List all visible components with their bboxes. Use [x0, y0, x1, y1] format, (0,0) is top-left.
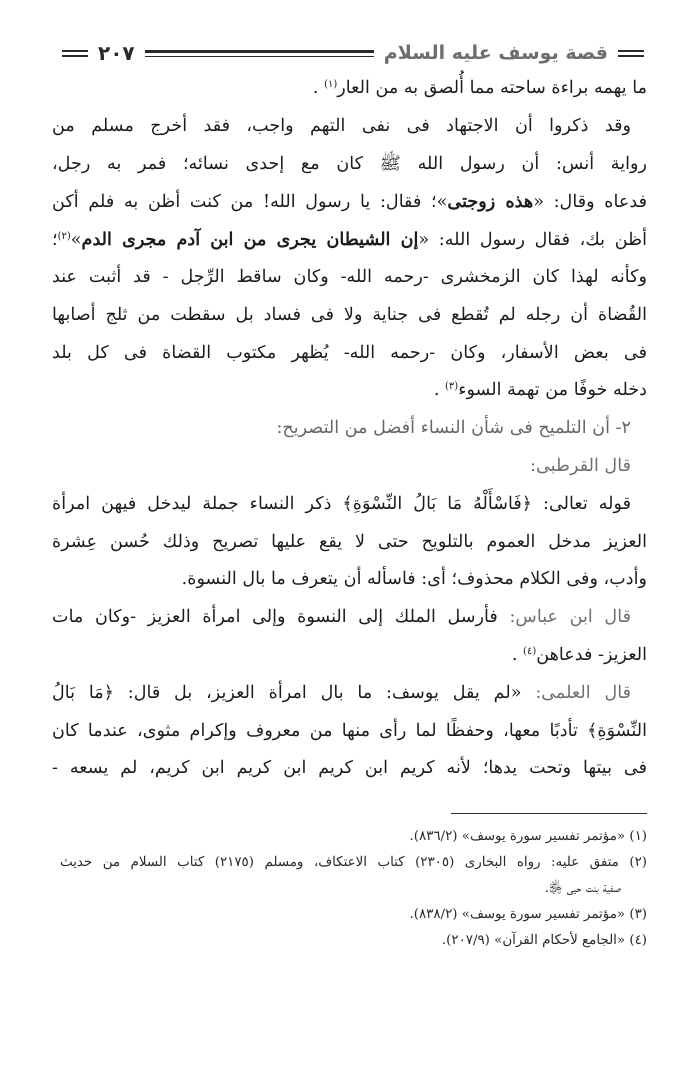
- text-line: فدعاه وقال: «هذه زوجتى»؛ فقال: يا رسول الله! من كنت أظن به فلم أكن: [52, 191, 647, 213]
- text-line: وأدب، وفى الكلام محذوف؛ أى: فاسأله أن يتعرف ما بال النسوة.: [181, 569, 647, 590]
- footnote-marker: (٢): [57, 231, 71, 243]
- main-text: [52, 70, 647, 788]
- text-line: أظن بك، فقال رسول الله: «إن الشيطان يجرى من ابن آدم مجرى الدم»$^{(٢)}$؛: [52, 229, 647, 251]
- text-line: ما يهمه براءة ساحته مما أُلصق به من العار$^{(١)}$ .: [312, 78, 647, 98]
- running-header: [62, 38, 644, 68]
- text-line: وكأنه لهذا كان الزمخشرى -رحمه الله- وكان ساقط الرِّجل - قد أثبت عند: [52, 266, 647, 287]
- header-title: قصة يوسف عليه السلام: [383, 42, 608, 64]
- footnote: (٣) «مؤتمر تفسير سورة يوسف» (٨٣٨/٢).: [409, 907, 647, 922]
- text-line: العزيز مدخل العموم بالتلويح حتى لا يقع عليها تصريح وذلك حُسن عِشرة: [52, 531, 647, 552]
- quote-bold: هذه زوجتى: [447, 191, 534, 213]
- speaker-label: قال القرطبى:: [530, 455, 631, 476]
- footnote-marker: (٣): [445, 381, 459, 393]
- text-line: قوله تعالى: ﴿فَاسْأَلْهُ مَا بَالُ النِّسْوَةِ﴾ ذكر النساء جملة ليدخل فيهن امرأة: [52, 493, 631, 514]
- header-rule: [145, 50, 374, 57]
- text-line: قال ابن عباس: فأرسل الملك إلى النسوة وإلى امرأة العزيز -وكان مات: [52, 607, 631, 628]
- footnote-continuation: صفية بنت حيى ﵂.: [544, 881, 621, 896]
- header-ornament-left: [62, 50, 88, 57]
- footnote: (٢) متفق عليه: رواه البخارى (٢٣٠٥) كتاب الاعتكاف، ومسلم (٢١٧٥) كتاب السلام من حديث: [60, 855, 647, 870]
- speaker-label: قال العلمى:: [535, 682, 632, 703]
- header-ornament-right: [618, 50, 644, 57]
- footnote-marker: (١): [324, 79, 338, 90]
- text-line: وقد ذكروا أن الاجتهاد فى نفى التهم واجب، فقد أخرج مسلم من: [52, 115, 631, 136]
- hadith-bold: إن الشيطان يجرى من ابن آدم مجرى الدم: [81, 229, 419, 251]
- footnote-separator: [451, 813, 647, 814]
- text-line: فى بعض الأسفار، وكان -رحمه الله- يُظهر مكتوب القضاة فى كل بلد: [52, 342, 647, 363]
- text-line: العزيز- فدعاهن$^{(٤)}$ .: [511, 644, 647, 665]
- text-line: القُضاة أن رجله لم تُقطع فى جناية ولا فى فساد بل سقطت من ثلج أصابها: [52, 304, 647, 325]
- text-line: فى بيتها وتحت يدها؛ لأنه كريم ابن كريم ابن كريم ابن كريم، لم يسعه -: [52, 758, 647, 779]
- text-line: دخله خوفًا من تهمة السوء$^{(٣)}$ .: [433, 380, 647, 401]
- footnote: (٤) «الجامع لأحكام القرآن» (٢٠٧/٩).: [441, 933, 647, 948]
- footnote: (١) «مؤتمر تفسير سورة يوسف» (٨٣٦/٢).: [409, 829, 647, 844]
- section-heading: ٢- أن التلميح فى شأن النساء أفضل من التصريح:: [276, 418, 631, 439]
- speaker-label: قال ابن عباس:: [509, 607, 631, 628]
- footnote-marker: (٤): [523, 645, 537, 657]
- text-line: قال العلمى: «لم يقل يوسف: ما بال امرأة العزيز، بل قال: ﴿مَا بَالُ: [52, 682, 632, 703]
- text-line: رواية أنس: أن رسول الله ﷺ كان مع إحدى نسائه؛ فمر به رجل،: [52, 153, 647, 174]
- text-line: [52, 448, 647, 486]
- text-line: النِّسْوَةِ﴾ تأدبًا معها، وحفظًا لما رأى منها من معروف وإكرام مثوى، عندما كان: [52, 720, 647, 741]
- page-number: ٢٠٧: [98, 41, 135, 65]
- footnotes: [60, 824, 647, 954]
